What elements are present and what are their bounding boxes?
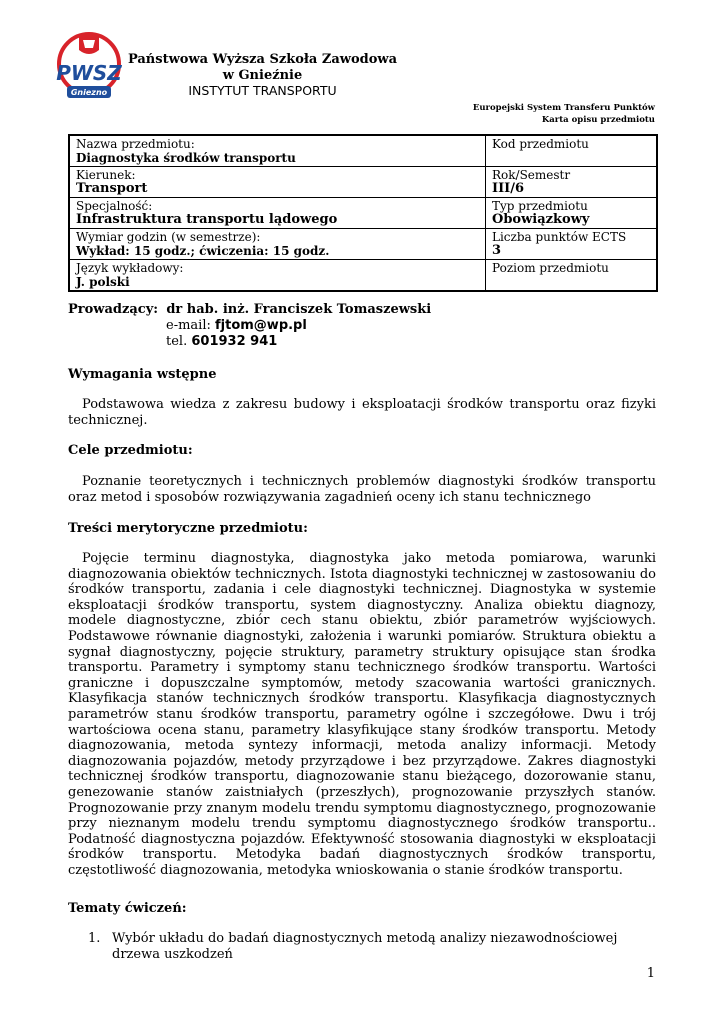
tel-label: tel. [166, 334, 188, 349]
svg-text:Gniezno: Gniezno [70, 88, 108, 97]
goals-text: Poznanie teoretycznych i technicznych problemów diagnostyki środków transportu oraz metod i sposobów rozwiązywania zagadnień oceny ich stanu technicznego [68, 474, 656, 505]
list-item-text: Wybór układu do badań diagnostycznych metodą analizy niezawodnościowej drzewa uszkodzeń [112, 931, 618, 962]
instructor-tel-line [68, 334, 431, 350]
table-row [69, 135, 657, 167]
cell-label: Wymiar godzin (w semestrze): [76, 230, 261, 244]
instructor-name: dr hab. inż. Franciszek Tomaszewski [166, 302, 432, 317]
goals-heading: Cele przedmiotu: [68, 443, 193, 458]
page-number: 1 [646, 966, 655, 981]
table-cell [69, 260, 486, 292]
table-cell [486, 198, 658, 229]
course-info-table [68, 134, 658, 292]
cell-label: Kierunek: [76, 168, 136, 182]
requirements-text: Podstawowa wiedza z zakresu budowy i eksploatacji środków transportu oraz fizyki technicznej. [68, 397, 656, 428]
content-text: Pojęcie terminu diagnostyka, diagnostyka jako metoda pomiarowa, warunki diagnozowania obiektów technicznych. Istota diagnostyki technicznej w zastosowaniu do środków transportu, zadania i cele diagnostyki technicznej. Diagnostyka w systemie eksploatacji środków transportu, system diagnostyczny. Analiza obiektu diagnozy, modele diagnostyczne, zbiór cech stanu obiektu, zbiór parametrów wyjściowych. Podstawowe równanie diagnostyki, założenia i warunki pomiarów. Struktura obiektu a sygnał diagnostyczny, pojęcie struktury, parametry struktury opisujące stan środka transportu. Parametry i symptomy stanu technicznego środków transportu. Wartości graniczne i dopuszczalne symptomów, metody szacowania wartości granicznych. Klasyfikacja stanów technicznych środków transportu. Klasyfikacja diagnostycznych parametrów stanu środków transportu, parametry ogólne i szczegółowe. Dwu i trój wartościowa ocena stanu, parametry klasyfikujące stany środków transportu. Metody diagnozowania, metoda syntezy informacji, metoda analizy informacji. Metody diagnozowania pojazdów, metody przyrządowe i bez przyrządowe. Zakres diagnostyki technicznej środków transportu, diagnozowanie stanu bieżącego, dozorowanie stanu, genezowanie stanów zaistniałych (przeszłych), prognozowanie przyszłych stanów. Prognozowanie przy znanym modelu trendu symptomu diagnostycznego, prognozowanie przy nieznanym modelu trendu symptomu diagnostycznego środków transportu.. Podatność diagnostyczna pojazdów. Efektywność stosowania diagnostyki w eksploatacji środków transportu. Metodyka badań diagnostycznych środków transportu, częstotliwość diagnozowania, metodyka wnioskowania o stanie środków transportu. [68, 551, 656, 878]
cell-label: Nazwa przedmiotu: [76, 137, 195, 151]
content-heading: Treści merytoryczne przedmiotu: [68, 521, 308, 536]
cell-value: Obowiązkowy [492, 212, 590, 227]
cell-label: Kod przedmiotu [492, 137, 589, 151]
table-cell [69, 229, 486, 260]
table-row [69, 198, 657, 229]
table-cell [486, 260, 658, 292]
cell-value: III/6 [492, 181, 525, 196]
table-cell [69, 167, 486, 198]
table-row [69, 260, 657, 292]
email-link[interactable]: fjtom@wp.pl [215, 318, 307, 333]
email-label: e-mail: [166, 318, 211, 333]
list-item-number: 1. [88, 931, 101, 946]
cell-value: Diagnostyka środków transportu [76, 151, 296, 165]
instructor-line [68, 302, 431, 318]
table-cell [69, 198, 486, 229]
requirements-heading: Wymagania wstępne [68, 367, 217, 382]
table-cell [486, 135, 658, 167]
cell-label: Typ przedmiotu [492, 199, 588, 213]
table-cell [486, 167, 658, 198]
cell-label: Specjalność: [76, 199, 153, 213]
header-school-name: Państwowa Wyższa Szkoła Zawodowa [127, 52, 398, 67]
header-ects-title: Europejski System Transferu Punktów [472, 103, 655, 113]
cell-label: Liczba punktów ECTS [492, 230, 627, 244]
cell-label: Język wykładowy: [76, 261, 184, 275]
instructor-block [68, 302, 431, 350]
cell-label: Rok/Semestr [492, 168, 571, 182]
table-row [69, 167, 657, 198]
header-city: w Gnieźnie [222, 68, 303, 83]
table-cell [486, 229, 658, 260]
header-ects-subtitle: Karta opisu przedmiotu [541, 115, 655, 125]
svg-text:PWSZ: PWSZ [56, 61, 122, 85]
instructor-email-line [68, 318, 431, 334]
topics-heading: Tematy ćwiczeń: [68, 901, 187, 916]
cell-label: Poziom przedmiotu [492, 261, 609, 275]
cell-value: Transport [76, 181, 148, 196]
cell-value: 3 [492, 243, 502, 258]
cell-value: Wykład: 15 godz.; ćwiczenia: 15 godz. [76, 244, 330, 258]
list-item [68, 931, 656, 962]
cell-value: J. polski [76, 275, 130, 289]
tel-value: 601932 941 [191, 334, 278, 349]
topics-list [68, 931, 656, 962]
instructor-label: Prowadzący: [68, 302, 159, 317]
cell-value: Infrastruktura transportu lądowego [76, 212, 338, 227]
table-cell [69, 135, 486, 167]
table-row [69, 229, 657, 260]
header-institute: INSTYTUT TRANSPORTU [188, 83, 337, 98]
